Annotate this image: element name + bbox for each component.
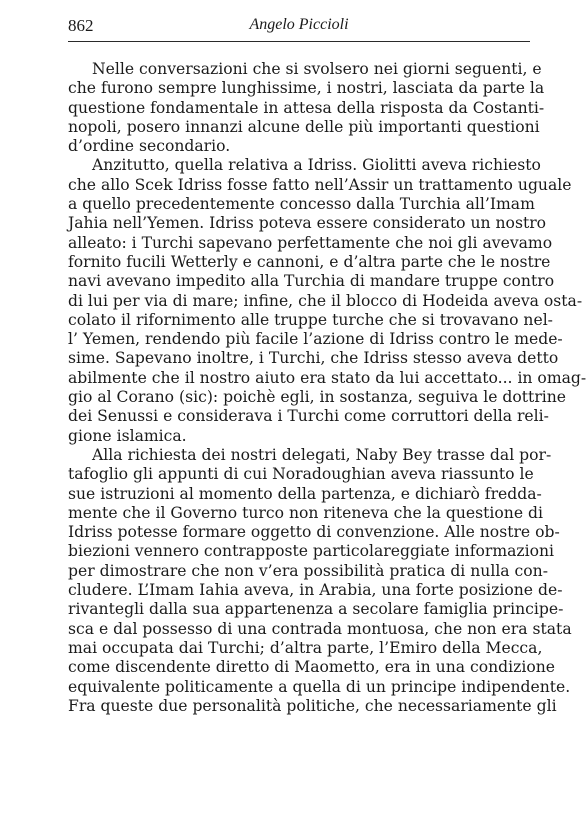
text-line: a quello precedentemente concesso dalla Turchia all’Imam	[68, 195, 535, 214]
text-line: questione fondamentale in attesa della risposta da Costanti-	[68, 98, 545, 117]
text-line: equivalente politicamente a quella di un principe indipendente.	[68, 677, 571, 696]
body-text	[68, 60, 586, 716]
text-line: sca e dal possesso di una contrada montuosa, che non era stata	[68, 619, 572, 638]
text-line: Anzitutto, quella relativa a Idriss. Giolitti aveva richiesto	[92, 156, 541, 175]
text-line: tafoglio gli appunti di cui Noradoughian aveva riassunto le	[68, 465, 534, 484]
paragraph	[68, 156, 586, 445]
text-line: abilmente che il nostro aiuto era stato da lui accettato... in omag-	[68, 368, 586, 387]
text-line: mai occupata dai Turchi; d’altra parte, l’Emiro della Mecca,	[68, 638, 543, 657]
text-line: cludere. L’Imam Iahia aveva, in Arabia, una forte posizione de-	[68, 581, 563, 600]
text-line: alleato: i Turchi sapevano perfettamente che noi gli avevamo	[68, 233, 553, 252]
page-header	[68, 14, 530, 40]
text-line: sime. Sapevano inoltre, i Turchi, che Idriss stesso aveva detto	[68, 349, 559, 368]
text-line: mente che il Governo turco non riteneva che la questione di	[68, 503, 543, 522]
text-line: come discendente diretto di Maometto, era in una condizione	[68, 658, 555, 677]
text-line: colato il rifornimento alle truppe turche che si trovavano nel-	[68, 310, 553, 329]
text-line: Fra queste due personalità politiche, che necessariamente gli	[68, 696, 557, 715]
text-line: Jahia nell’Yemen. Idriss poteva essere considerato un nostro	[68, 214, 547, 233]
text-line: fornito fucili Wetterly e cannoni, e d’altra parte che le nostre	[68, 252, 551, 271]
text-line: dei Senussi e considerava i Turchi come corruttori della reli-	[68, 407, 549, 426]
text-line: sue istruzioni al momento della partenza, e dichiarò fredda-	[68, 484, 542, 503]
paragraph	[68, 60, 545, 156]
text-line: l’ Yemen, rendendo più facile l’azione di Idriss contro le mede-	[68, 330, 563, 349]
text-line: che allo Scek Idriss fosse fatto nell’Assir un trattamento uguale	[68, 175, 572, 194]
text-line: Alla richiesta dei nostri delegati, Naby Bey trasse dal por-	[92, 445, 552, 464]
text-line: per dimostrare che non v’era possibilità pratica di nulla con-	[68, 561, 548, 580]
text-line: navi avevano impedito alla Turchia di mandare truppe contro	[68, 272, 555, 291]
paragraph	[68, 445, 572, 716]
text-line: Idriss potesse formare oggetto di convenzione. Alle nostre ob-	[68, 523, 560, 542]
text-line: gio al Corano (sic): poichè egli, in sostanza, seguiva le dottrine	[68, 388, 567, 407]
header-rule	[68, 41, 530, 42]
text-line: di lui per via di mare; infine, che il blocco di Hodeida aveva osta-	[68, 291, 583, 310]
text-line: biezioni vennero contrapposte particolareggiate informazioni	[68, 542, 555, 561]
text-line: rivantegli dalla sua appartenenza a secolare famiglia principe-	[68, 600, 564, 619]
text-line: nopoli, posero innanzi alcune delle più importanti questioni	[68, 117, 540, 136]
running-head: Angelo Piccioli	[249, 16, 349, 33]
text-line: Nelle conversazioni che si svolsero nei giorni seguenti, e	[92, 60, 542, 78]
page-number: 862	[68, 16, 94, 35]
text-line: gione islamica.	[68, 426, 187, 445]
text-line: d’ordine secondario.	[68, 137, 231, 156]
text-line: che furono sempre lunghissime, i nostri, lasciata da parte la	[68, 79, 545, 98]
